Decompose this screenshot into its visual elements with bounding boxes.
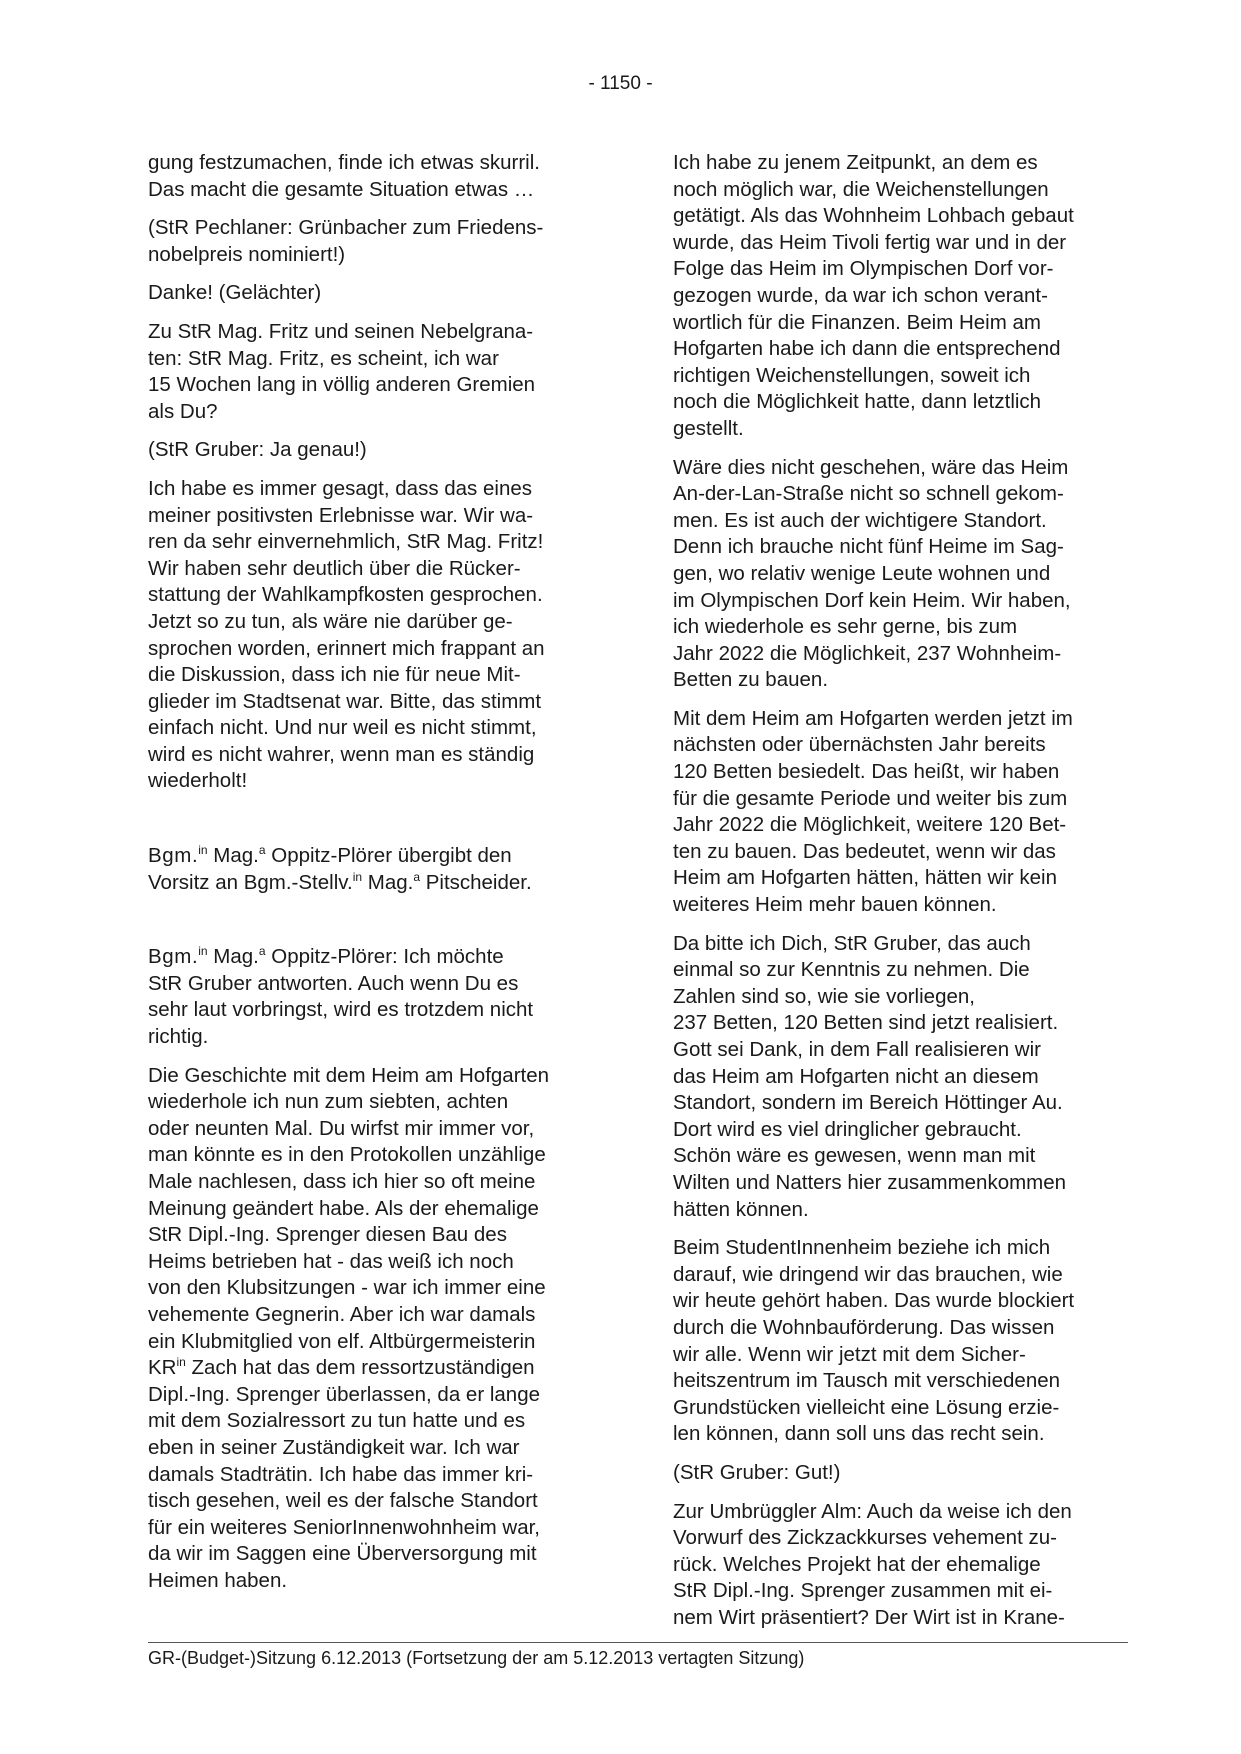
text-line: (StR Gruber: Gut!) xyxy=(673,1460,841,1484)
text-line: gung festzumachen, finde ich etwas skurril. xyxy=(148,151,540,174)
text-line: hätten können. xyxy=(673,1197,809,1221)
text-line: Heims betrieben hat - das weiß ich noch xyxy=(148,1249,514,1273)
text-line: als Du? xyxy=(148,399,218,423)
text-line: Jahr 2022 die Möglichkeit, 237 Wohnheim- xyxy=(673,641,1062,665)
text-line: sprochen worden, erinnert mich frappant an xyxy=(148,636,545,660)
text-line: tisch gesehen, weil es der falsche Standort xyxy=(148,1489,538,1513)
text-line: Zur Umbrüggler Alm: Auch da weise ich den xyxy=(673,1499,1072,1523)
text-line: für die gesamte Periode und weiter bis zum xyxy=(673,786,1068,810)
text-line: Heim am Hofgarten hätten, hätten wir kein xyxy=(673,866,1057,890)
text-line: Danke! (Gelächter) xyxy=(148,281,322,305)
text-line: StR Dipl.-Ing. Sprenger zusammen mit ei- xyxy=(673,1579,1053,1603)
text-line: Wilten und Natters hier zusammenkommen xyxy=(673,1170,1067,1194)
text-line: StR Dipl.-Ing. Sprenger diesen Bau des xyxy=(148,1223,507,1247)
text-line: nächsten oder übernächsten Jahr bereits xyxy=(673,733,1046,757)
right-column xyxy=(673,150,1133,1643)
text-line: Folge das Heim im Olympischen Dorf vor- xyxy=(673,257,1054,281)
text-line: Grundstücken vielleicht eine Lösung erzie- xyxy=(673,1395,1060,1419)
text-line: sehr laut vorbringst, wird es trotzdem nicht xyxy=(148,998,534,1022)
text-line: An-der-Lan-Straße nicht so schnell gekom- xyxy=(673,482,1064,506)
text-line: ten zu bauen. Das bedeutet, wenn wir das xyxy=(673,839,1056,863)
text-line: Bgm.$^{in}$ Mag.$^a$ Oppitz-Plörer: Ich möchte xyxy=(148,944,504,969)
text-line: im Olympischen Dorf kein Heim. Wir haben, xyxy=(673,588,1071,612)
spacer xyxy=(148,807,608,843)
speaker-paragraph xyxy=(148,944,608,1050)
text-line: glieder im Stadtsenat war. Bitte, das stimmt xyxy=(148,689,542,713)
text-line: Da bitte ich Dich, StR Gruber, das auch xyxy=(673,931,1031,955)
text-line: Male nachlesen, dass ich hier so oft meine xyxy=(148,1170,536,1193)
text-line: heitszentrum im Tausch mit verschiedenen xyxy=(673,1369,1061,1393)
text-line: Hofgarten habe ich dann die entsprechend xyxy=(673,337,1061,361)
text-line: stattung der Wahlkampfkosten gesprochen. xyxy=(148,583,543,607)
text-line: 120 Betten besiedelt. Das heißt, wir haben xyxy=(673,760,1060,784)
text-line: oder neunten Mal. Du wirfst mir immer vor, xyxy=(148,1116,535,1140)
paragraph xyxy=(148,476,608,795)
text-line: ten: StR Mag. Fritz, es scheint, ich war xyxy=(148,346,499,370)
text-line: Zahlen sind so, wie sie vorliegen, xyxy=(673,984,975,1008)
text-line: Dipl.-Ing. Sprenger überlassen, da er lange xyxy=(148,1382,541,1406)
text-line: Denn ich brauche nicht fünf Heime im Sag- xyxy=(673,535,1064,559)
text-line: (StR Pechlaner: Grünbacher zum Friedens- xyxy=(148,216,544,240)
text-line: man könnte es in den Protokollen unzählige xyxy=(148,1143,546,1167)
paragraph xyxy=(673,455,1133,694)
text-line: damals Stadträtin. Ich habe das immer kri- xyxy=(148,1462,534,1486)
text-line: vehemente Gegnerin. Aber ich war damals xyxy=(148,1302,536,1326)
paragraph xyxy=(148,150,608,203)
text-line: Die Geschichte mit dem Heim am Hofgarten xyxy=(148,1063,550,1087)
text-line: Das macht die gesamte Situation etwas … xyxy=(148,177,535,201)
text-line: Meinung geändert habe. Als der ehemalige xyxy=(148,1196,539,1220)
text-line: men. Es ist auch der wichtigere Standort. xyxy=(673,508,1047,532)
interjection xyxy=(148,215,608,268)
text-line: Ich habe es immer gesagt, dass das eines xyxy=(148,476,533,500)
text-line: 237 Betten, 120 Betten sind jetzt realisiert. xyxy=(673,1011,1059,1035)
text-line: Zu StR Mag. Fritz und seinen Nebelgrana- xyxy=(148,319,534,343)
text-line: von den Klubsitzungen - war ich immer eine xyxy=(148,1276,546,1300)
text-line: ich wiederhole es sehr gerne, bis zum xyxy=(673,615,1018,639)
text-line: da wir im Saggen eine Überversorgung mit xyxy=(148,1542,537,1566)
text-line: Heimen haben. xyxy=(148,1568,288,1592)
left-column xyxy=(148,150,608,1607)
interjection xyxy=(673,1460,1133,1487)
text-line: getätigt. Als das Wohnheim Lohbach gebaut xyxy=(673,204,1074,228)
text-line: Wir haben sehr deutlich über die Rücker- xyxy=(148,556,521,580)
text-line: die Diskussion, dass ich nie für neue Mit- xyxy=(148,663,521,687)
footer-session-info: GR-(Budget-)Sitzung 6.12.2013 (Fortsetzung der am 5.12.2013 vertagten Sitzung) xyxy=(148,1648,805,1668)
speaker-name: Bgm. xyxy=(148,945,199,969)
text-line: Jahr 2022 die Möglichkeit, weitere 120 Bet- xyxy=(673,813,1067,837)
text-line: Mit dem Heim am Hofgarten werden jetzt im xyxy=(673,706,1073,730)
interjection xyxy=(148,437,608,464)
text-line: richtig. xyxy=(148,1025,209,1049)
text-line: Ich habe zu jenem Zeitpunkt, an dem es xyxy=(673,151,1038,174)
text-line: wurde, das Heim Tivoli fertig war und in der xyxy=(673,230,1067,254)
text-line: wiederhole ich nun zum siebten, achten xyxy=(148,1090,509,1114)
paragraph xyxy=(673,706,1133,919)
text-line: Dort wird es viel dringlicher gebraucht. xyxy=(673,1117,1022,1141)
text-line: durch die Wohnbauförderung. Das wissen xyxy=(673,1315,1055,1339)
chair-handover-note xyxy=(148,843,608,896)
text-line: noch die Möglichkeit hatte, dann letztlich xyxy=(673,390,1042,414)
paragraph xyxy=(673,150,1133,443)
text-line: Beim StudentInnenheim beziehe ich mich xyxy=(673,1236,1051,1260)
page-number: - 1150 - xyxy=(588,73,653,94)
footer-divider xyxy=(148,1642,1128,1643)
text-line: ren da sehr einvernehmlich, StR Mag. Fritz! xyxy=(148,530,544,554)
text-line: richtigen Weichenstellungen, soweit ich xyxy=(673,363,1031,387)
text-line: rück. Welches Projekt hat der ehemalige xyxy=(673,1552,1041,1576)
text-line: Jetzt so zu tun, als wäre nie darüber ge- xyxy=(148,609,513,633)
text-line: gen, wo relativ wenige Leute wohnen und xyxy=(673,561,1051,585)
text-line: weiteres Heim mehr bauen können. xyxy=(673,893,997,917)
text-line: Betten zu bauen. xyxy=(673,668,829,692)
text-line: Wäre dies nicht geschehen, wäre das Heim xyxy=(673,455,1069,479)
text-line: Schön wäre es gewesen, wenn man mit xyxy=(673,1144,1036,1168)
text-line: darauf, wie dringend wir das brauchen, wie xyxy=(673,1262,1063,1286)
text-line: für ein weiteres SeniorInnenwohnheim war, xyxy=(148,1515,540,1539)
paragraph xyxy=(148,319,608,425)
text-line: meiner positivsten Erlebnisse war. Wir wa- xyxy=(148,503,534,527)
text-line: wir alle. Wenn wir jetzt mit dem Sicher- xyxy=(673,1342,1026,1366)
text-line: einfach nicht. Und nur weil es nicht stimmt, xyxy=(148,716,537,740)
text-line: gezogen wurde, da war ich schon verant- xyxy=(673,283,1048,307)
paragraph xyxy=(673,931,1133,1224)
text-line: einmal so zur Kenntnis zu nehmen. Die xyxy=(673,958,1030,982)
text-line: wortlich für die Finanzen. Beim Heim am xyxy=(673,310,1041,334)
text-line: eben in seiner Zuständigkeit war. Ich war xyxy=(148,1435,520,1459)
text-line: wir heute gehört haben. Das wurde blockiert xyxy=(673,1289,1075,1313)
text-line: Vorwurf des Zickzackkurses vehement zu- xyxy=(673,1526,1057,1550)
text-line: ein Klubmitglied von elf. Altbürgermeisterin xyxy=(148,1329,536,1353)
text-line: mit dem Sozialressort zu tun hatte und es xyxy=(148,1409,526,1433)
text-line: das Heim am Hofgarten nicht an diesem xyxy=(673,1064,1039,1088)
text-line: Vorsitz an Bgm.-Stellv.$^{in}$ Mag.$^a$ Pitscheider. xyxy=(148,869,532,894)
text-line: len können, dann soll uns das recht sein. xyxy=(673,1422,1045,1446)
text-line: wiederholt! xyxy=(148,769,248,793)
text-line: StR Gruber antworten. Auch wenn Du es xyxy=(148,971,519,995)
paragraph xyxy=(148,280,608,307)
text-line: Standort, sondern im Bereich Höttinger Au. xyxy=(673,1091,1063,1115)
paragraph xyxy=(673,1499,1133,1632)
text-line: (StR Gruber: Ja genau!) xyxy=(148,438,367,462)
paragraph xyxy=(673,1235,1133,1448)
text-line: 15 Wochen lang in völlig anderen Gremien xyxy=(148,373,536,397)
text-line: noch möglich war, die Weichenstellungen xyxy=(673,177,1049,201)
paragraph xyxy=(148,1063,608,1595)
text-line: nem Wirt präsentiert? Der Wirt ist in Krane- xyxy=(673,1605,1065,1629)
text-line: nobelpreis nominiert!) xyxy=(148,242,346,266)
text-line: Gott sei Dank, in dem Fall realisieren wir xyxy=(673,1038,1041,1061)
text-line: $KR^{in}$ Zach hat das dem ressortzuständigen xyxy=(148,1355,535,1380)
spacer xyxy=(148,908,608,944)
text-line: gestellt. xyxy=(673,416,744,440)
text-line: Bgm.$^{in}$ Mag.$^a$ Oppitz-Plörer übergibt den xyxy=(148,843,512,868)
text-line: wird es nicht wahrer, wenn man es ständig xyxy=(148,742,535,766)
